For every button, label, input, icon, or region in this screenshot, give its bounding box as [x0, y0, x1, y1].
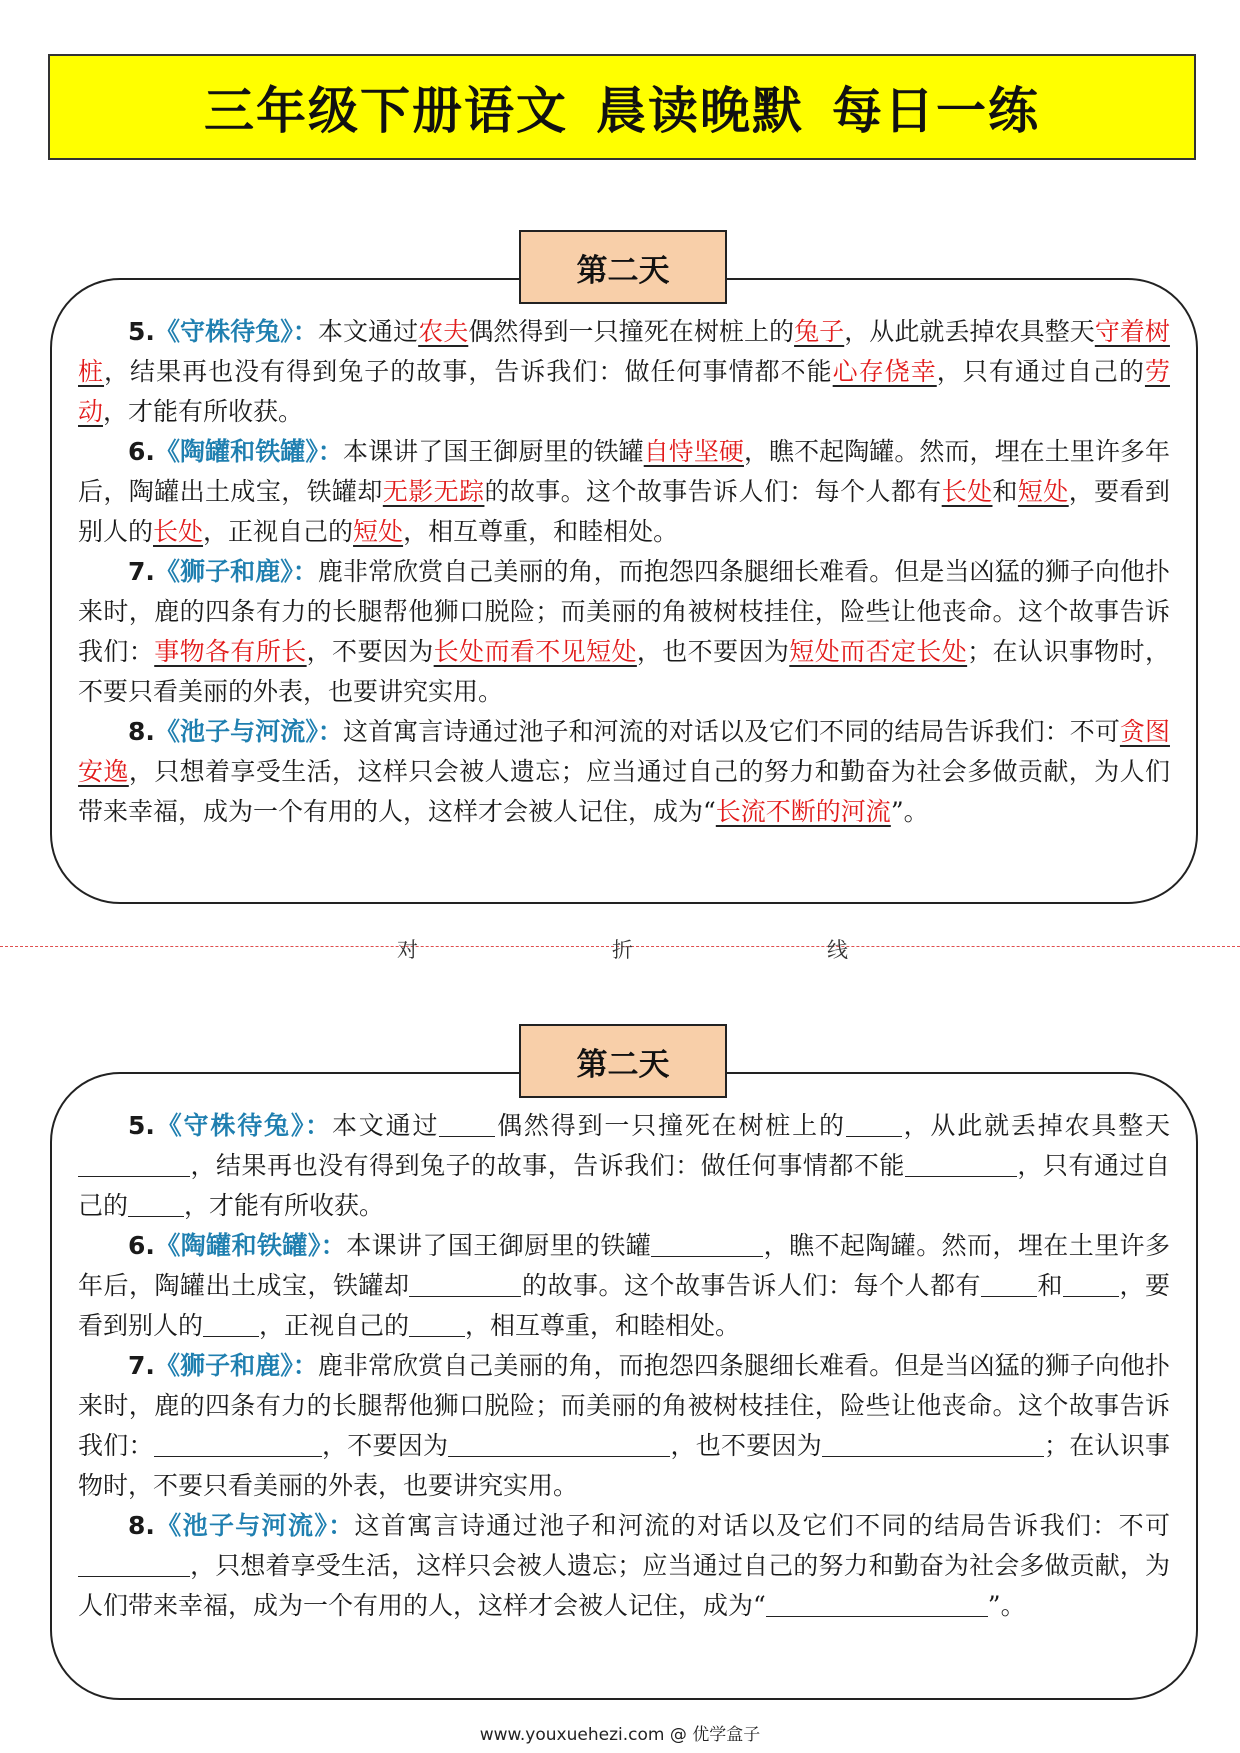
answer: 事物各有所长	[154, 637, 307, 666]
text: ；在认识事物时，不要只看美丽的外表，也要讲究实用。	[78, 1431, 1170, 1500]
answer: 贪图安逸	[78, 717, 1170, 786]
text: 本文通过	[317, 317, 419, 346]
text: ，只想着享受生活，这样只会被人遗忘；应当通过自己的努力和勤奋为社会多做贡献，为人们带来幸福，成为一个有用的人，这样才会被人记住，成为“	[78, 1551, 1170, 1620]
text: ，从此就丢掉农具整天	[844, 317, 1095, 346]
text: ，要看到别人的	[78, 477, 1170, 546]
story-title: 《陶罐和铁罐》：	[154, 437, 343, 466]
text: ，结果再也没有得到兔子的故事，告诉我们：做任何事情都不能	[104, 357, 833, 386]
text: ，才能有所收获。	[184, 1191, 385, 1220]
fill-blank[interactable]	[981, 1270, 1037, 1297]
answer: 长流不断的河流	[715, 797, 891, 826]
fill-blank[interactable]	[78, 1550, 190, 1577]
answer-item-6	[78, 432, 1170, 552]
fill-blank[interactable]	[905, 1150, 1017, 1177]
title-part-2: 晨读晚默	[596, 82, 804, 140]
text: ，也不要因为	[636, 637, 790, 666]
story-title: 《池子与河流》：	[154, 717, 343, 746]
fill-blank[interactable]	[846, 1110, 902, 1137]
exercise-panel	[50, 1072, 1198, 1700]
answer: 长处而看不见短处	[433, 637, 637, 666]
answer: 无影无踪	[382, 477, 485, 506]
text: 和	[992, 477, 1018, 506]
text: ，相互尊重，和睦相处。	[465, 1311, 741, 1340]
answer-item-8	[78, 712, 1170, 832]
title-part-1: 三年级下册语文	[204, 82, 568, 140]
story-title: 《守株待兔》：	[154, 1111, 332, 1140]
answer: 自恃坚硬	[643, 437, 744, 466]
text: ，从此就丢掉农具整天	[901, 1111, 1170, 1140]
exercise-text	[78, 1106, 1170, 1626]
footer-credit: www.youxuehezi.com @ 优学盒子	[479, 1725, 761, 1745]
text: ，瞧不起陶罐。然而，埋在土里许多年后，陶罐出土成宝，铁罐却	[78, 437, 1170, 506]
text: ，只有通过自己的	[936, 357, 1145, 386]
text: ”。	[890, 797, 929, 826]
item-number: 7.	[128, 557, 155, 586]
answer: 长处	[153, 517, 204, 546]
text: ，正视自己的	[259, 1311, 410, 1340]
exercise-item-6	[78, 1226, 1170, 1346]
fill-blank[interactable]	[128, 1190, 184, 1217]
fill-blank[interactable]	[409, 1270, 521, 1297]
fill-blank[interactable]	[822, 1430, 1044, 1457]
text: ，瞧不起陶罐。然而，埋在土里许多年后，陶罐出土成宝，铁罐却	[78, 1231, 1170, 1300]
text: 本文通过	[331, 1111, 440, 1140]
day-tag-exercise: 第二天	[519, 1024, 727, 1098]
fill-blank[interactable]	[154, 1430, 322, 1457]
item-number: 8.	[128, 717, 155, 746]
answer: 短处	[1017, 477, 1069, 506]
text: ，不要因为	[306, 637, 434, 666]
page-title-banner	[48, 54, 1196, 160]
text: 这首寓言诗通过池子和河流的对话以及它们不同的结局告诉我们：不可	[354, 1511, 1170, 1540]
answer-item-7	[78, 552, 1170, 712]
answer-panel	[50, 278, 1198, 904]
text: ”。	[987, 1591, 1026, 1620]
text: 鹿非常欣赏自己美丽的角，而抱怨四条腿细长难看。但是当凶猛的狮子向他扑来时，鹿的四条有力的长腿帮他狮口脱险；而美丽的角被树枝挂住，险些让他丧命。这个故事告诉我们：	[78, 1351, 1170, 1460]
text: 的故事。这个故事告诉人们：每个人都有	[521, 1271, 981, 1300]
text: ，才能有所收获。	[103, 397, 304, 426]
fill-blank[interactable]	[439, 1110, 495, 1137]
exercise-item-8	[78, 1506, 1170, 1626]
text: ，也不要因为	[670, 1431, 822, 1460]
answer: 长处	[941, 477, 993, 506]
fold-label-1: 对	[397, 938, 418, 962]
item-number: 8.	[128, 1511, 155, 1540]
answer: 农夫	[418, 317, 469, 346]
story-title: 《陶罐和铁罐》：	[154, 1231, 347, 1260]
answer: 劳动	[78, 357, 1170, 426]
fill-blank[interactable]	[1063, 1270, 1119, 1297]
text: 本课讲了国王御厨里的铁罐	[346, 1231, 652, 1260]
item-number: 6.	[128, 1231, 155, 1260]
answer-text	[78, 312, 1170, 832]
story-title: 《池子与河流》：	[154, 1511, 355, 1540]
fill-blank[interactable]	[78, 1150, 190, 1177]
text: ，不要因为	[321, 1431, 449, 1460]
fill-blank[interactable]	[409, 1310, 465, 1337]
fold-label-2: 折	[612, 938, 633, 962]
text: ，相互尊重，和睦相处。	[403, 517, 679, 546]
text: 鹿非常欣赏自己美丽的角，而抱怨四条腿细长难看。但是当凶猛的狮子向他扑来时，鹿的四条有力的长腿帮他狮口脱险；而美丽的角被树枝挂住，险些让他丧命。这个故事告诉我们：	[78, 557, 1170, 666]
story-title: 《狮子和鹿》：	[154, 1351, 318, 1380]
item-number: 7.	[128, 1351, 155, 1380]
answer: 短处	[353, 517, 404, 546]
story-title: 《狮子和鹿》：	[154, 557, 318, 586]
text: ，结果再也没有得到兔子的故事，告诉我们：做任何事情都不能	[190, 1151, 905, 1180]
fill-blank[interactable]	[203, 1310, 259, 1337]
text: 这首寓言诗通过池子和河流的对话以及它们不同的结局告诉我们：不可	[342, 717, 1120, 746]
text: ，只想着享受生活，这样只会被人遗忘；应当通过自己的努力和勤奋为社会多做贡献，为人们带来幸福，成为一个有用的人，这样才会被人记住，成为“	[78, 757, 1170, 826]
fill-blank[interactable]	[651, 1230, 763, 1257]
story-title: 《守株待兔》：	[154, 317, 318, 346]
answer: 心存侥幸	[832, 357, 937, 386]
answer-item-5	[78, 312, 1170, 432]
fill-blank[interactable]	[766, 1590, 988, 1617]
fold-label-3: 线	[827, 938, 848, 962]
text: ，要看到别人的	[78, 1271, 1170, 1340]
answer: 兔子	[794, 317, 845, 346]
exercise-item-7	[78, 1346, 1170, 1506]
answer: 短处而否定长处	[789, 637, 968, 666]
text: 和	[1036, 1271, 1063, 1300]
exercise-item-5	[78, 1106, 1170, 1226]
text: ；在认识事物时，不要只看美丽的外表，也要讲究实用。	[78, 637, 1170, 706]
text: 本课讲了国王御厨里的铁罐	[342, 437, 644, 466]
item-number: 5.	[128, 1111, 155, 1140]
title-part-3: 每日一练	[832, 82, 1040, 140]
day-tag-answers: 第二天	[519, 230, 727, 304]
answer: 守着树桩	[78, 317, 1170, 386]
item-number: 5.	[128, 317, 155, 346]
text: 的故事。这个故事告诉人们：每个人都有	[484, 477, 942, 506]
text: ，正视自己的	[203, 517, 354, 546]
fill-blank[interactable]	[448, 1430, 670, 1457]
text: 偶然得到一只撞死在树桩上的	[495, 1111, 846, 1140]
text: 偶然得到一只撞死在树桩上的	[468, 317, 795, 346]
item-number: 6.	[128, 437, 155, 466]
text: ，只有通过自己的	[78, 1151, 1170, 1220]
